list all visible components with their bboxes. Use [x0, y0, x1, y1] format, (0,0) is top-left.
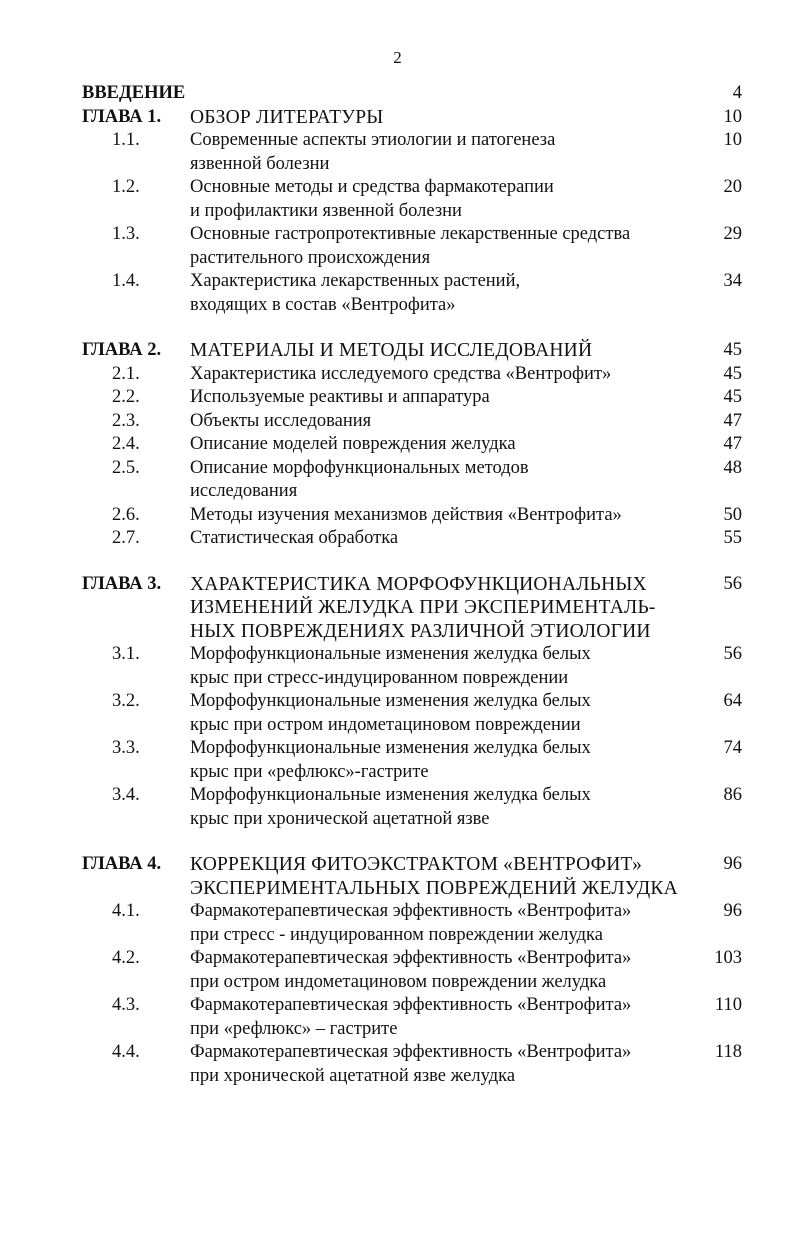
section-number: 1.1. — [112, 130, 140, 150]
chapter-spacer — [82, 551, 742, 573]
section-title: Характеристика лекарственных растений, входящих в состав «Вентрофита» — [190, 271, 521, 315]
section-number: 3.1. — [112, 644, 140, 664]
page-number: 2 — [393, 48, 402, 67]
toc-chapter — [82, 853, 742, 900]
chapter-number: ГЛАВА 2. — [82, 340, 162, 360]
section-number: 2.5. — [112, 457, 140, 478]
section-page: 96 — [723, 901, 742, 921]
toc-section — [82, 433, 742, 457]
chapter-spacer — [82, 317, 742, 339]
section-number: 2.7. — [112, 528, 140, 548]
section-page: 48 — [723, 457, 742, 478]
toc-section — [82, 994, 742, 1041]
toc-section — [82, 784, 742, 831]
chapter-title: ХАРАКТЕРИСТИКА МОРФОФУНКЦИОНАЛЬНЫХ ИЗМЕНЕНИЙ ЖЕЛУДКА ПРИ ЭКСПЕРИМЕНТАЛЬ- НЫХ ПОВРЕЖДЕНИЯХ РАЗЛИЧНОЙ ЭТИОЛОГИИ — [190, 573, 656, 642]
toc-section — [82, 527, 742, 551]
section-page: 50 — [723, 504, 742, 525]
toc-intro-label: ВВЕДЕНИЕ — [82, 83, 186, 103]
section-title: Современные аспекты этиологии и патогенеза язвенной болезни — [190, 130, 556, 174]
section-number: 1.4. — [112, 271, 140, 291]
chapter-page: 45 — [723, 340, 742, 360]
section-number: 1.2. — [112, 177, 140, 197]
section-title: Методы изучения механизмов действия «Вентрофита» — [190, 504, 622, 525]
section-title: Морфофункциональные изменения желудка белых крыс при стресс-индуцированном повреждении — [190, 644, 591, 688]
table-of-contents — [82, 82, 742, 1088]
section-page: 45 — [723, 387, 742, 407]
section-title: Фармакотерапевтическая эффективность «Вентрофита» при «рефлюкс» – гастрите — [190, 995, 632, 1039]
section-title: Описание моделей повреждения желудка — [190, 434, 516, 454]
toc-section — [82, 690, 742, 737]
toc-intro-page: 4 — [732, 83, 742, 103]
section-page: 34 — [723, 271, 742, 291]
section-title: Основные гастропротективные лекарственные средства растительного происхождения — [190, 224, 631, 268]
section-number: 1.3. — [112, 224, 140, 244]
toc-section — [82, 410, 742, 434]
section-page: 110 — [714, 995, 742, 1015]
chapter-title: МАТЕРИАЛЫ И МЕТОДЫ ИССЛЕДОВАНИЙ — [190, 340, 593, 361]
section-page: 74 — [723, 738, 742, 758]
chapter-title: КОРРЕКЦИЯ ФИТОЭКСТРАКТОМ «ВЕНТРОФИТ» ЭКСПЕРИМЕНТАЛЬНЫХ ПОВРЕЖДЕНИЙ ЖЕЛУДКА — [190, 854, 678, 899]
toc-section — [82, 176, 742, 223]
section-title: Фармакотерапевтическая эффективность «Вентрофита» при остром индометациновом повреждении желудка — [190, 948, 632, 992]
toc-intro — [82, 82, 742, 106]
section-number: 2.2. — [112, 387, 140, 407]
section-number: 2.3. — [112, 410, 140, 431]
section-page: 20 — [723, 177, 742, 197]
toc-chapter — [82, 573, 742, 644]
section-page: 47 — [723, 434, 742, 454]
section-page: 86 — [723, 785, 742, 805]
toc-section — [82, 223, 742, 270]
toc-section — [82, 457, 742, 504]
section-title: Морфофункциональные изменения желудка белых крыс при хронической ацетатной язве — [190, 785, 591, 829]
toc-section — [82, 900, 742, 947]
section-title: Фармакотерапевтическая эффективность «Вентрофита» при хронической ацетатной язве желудка — [190, 1042, 632, 1086]
toc-section — [82, 386, 742, 410]
section-page: 29 — [723, 224, 742, 244]
toc-chapter — [82, 106, 742, 130]
section-number: 2.4. — [112, 434, 140, 454]
chapter-spacer — [82, 831, 742, 853]
chapter-page: 56 — [723, 573, 742, 594]
section-number: 3.2. — [112, 691, 140, 711]
section-title: Используемые реактивы и аппаратура — [190, 387, 490, 407]
section-number: 2.1. — [112, 363, 140, 384]
section-page: 47 — [723, 410, 742, 431]
toc-section — [82, 129, 742, 176]
section-title: Описание морфофункциональных методов исследования — [190, 457, 529, 501]
toc-chapters — [82, 106, 742, 1089]
section-number: 4.1. — [112, 901, 140, 921]
section-number: 4.2. — [112, 948, 140, 968]
chapter-title: ОБЗОР ЛИТЕРАТУРЫ — [190, 106, 384, 128]
section-number: 2.6. — [112, 504, 140, 525]
toc-section — [82, 737, 742, 784]
toc-section — [82, 1041, 742, 1088]
section-number: 4.4. — [112, 1042, 140, 1062]
section-title: Фармакотерапевтическая эффективность «Вентрофита» при стресс - индуцированном повреждении желудка — [190, 901, 632, 945]
toc-section — [82, 270, 742, 317]
toc-section — [82, 643, 742, 690]
chapter-page: 10 — [723, 106, 742, 127]
section-title: Характеристика исследуемого средства «Вентрофит» — [190, 363, 612, 384]
toc-section — [82, 363, 742, 387]
section-page: 103 — [714, 948, 742, 968]
section-page: 45 — [723, 363, 742, 384]
section-page: 10 — [723, 130, 742, 150]
chapter-number: ГЛАВА 3. — [82, 573, 162, 594]
section-page: 56 — [723, 644, 742, 664]
section-page: 118 — [714, 1042, 742, 1062]
chapter-number: ГЛАВА 1. — [82, 106, 162, 127]
chapter-number: ГЛАВА 4. — [82, 854, 162, 874]
chapter-page: 96 — [723, 854, 742, 874]
toc-chapter — [82, 339, 742, 363]
section-number: 3.3. — [112, 738, 140, 758]
section-page: 55 — [723, 528, 742, 548]
section-title: Статистическая обработка — [190, 528, 399, 548]
section-number: 4.3. — [112, 995, 140, 1015]
toc-section — [82, 947, 742, 994]
section-title: Объекты исследования — [190, 410, 372, 431]
section-title: Морфофункциональные изменения желудка белых крыс при остром индометациновом повреждении — [190, 691, 591, 735]
section-title: Морфофункциональные изменения желудка белых крыс при «рефлюкс»-гастрите — [190, 738, 591, 782]
toc-section — [82, 504, 742, 528]
section-number: 3.4. — [112, 785, 140, 805]
section-title: Основные методы и средства фармакотерапии и профилактики язвенной болезни — [190, 177, 554, 221]
section-page: 64 — [723, 691, 742, 711]
